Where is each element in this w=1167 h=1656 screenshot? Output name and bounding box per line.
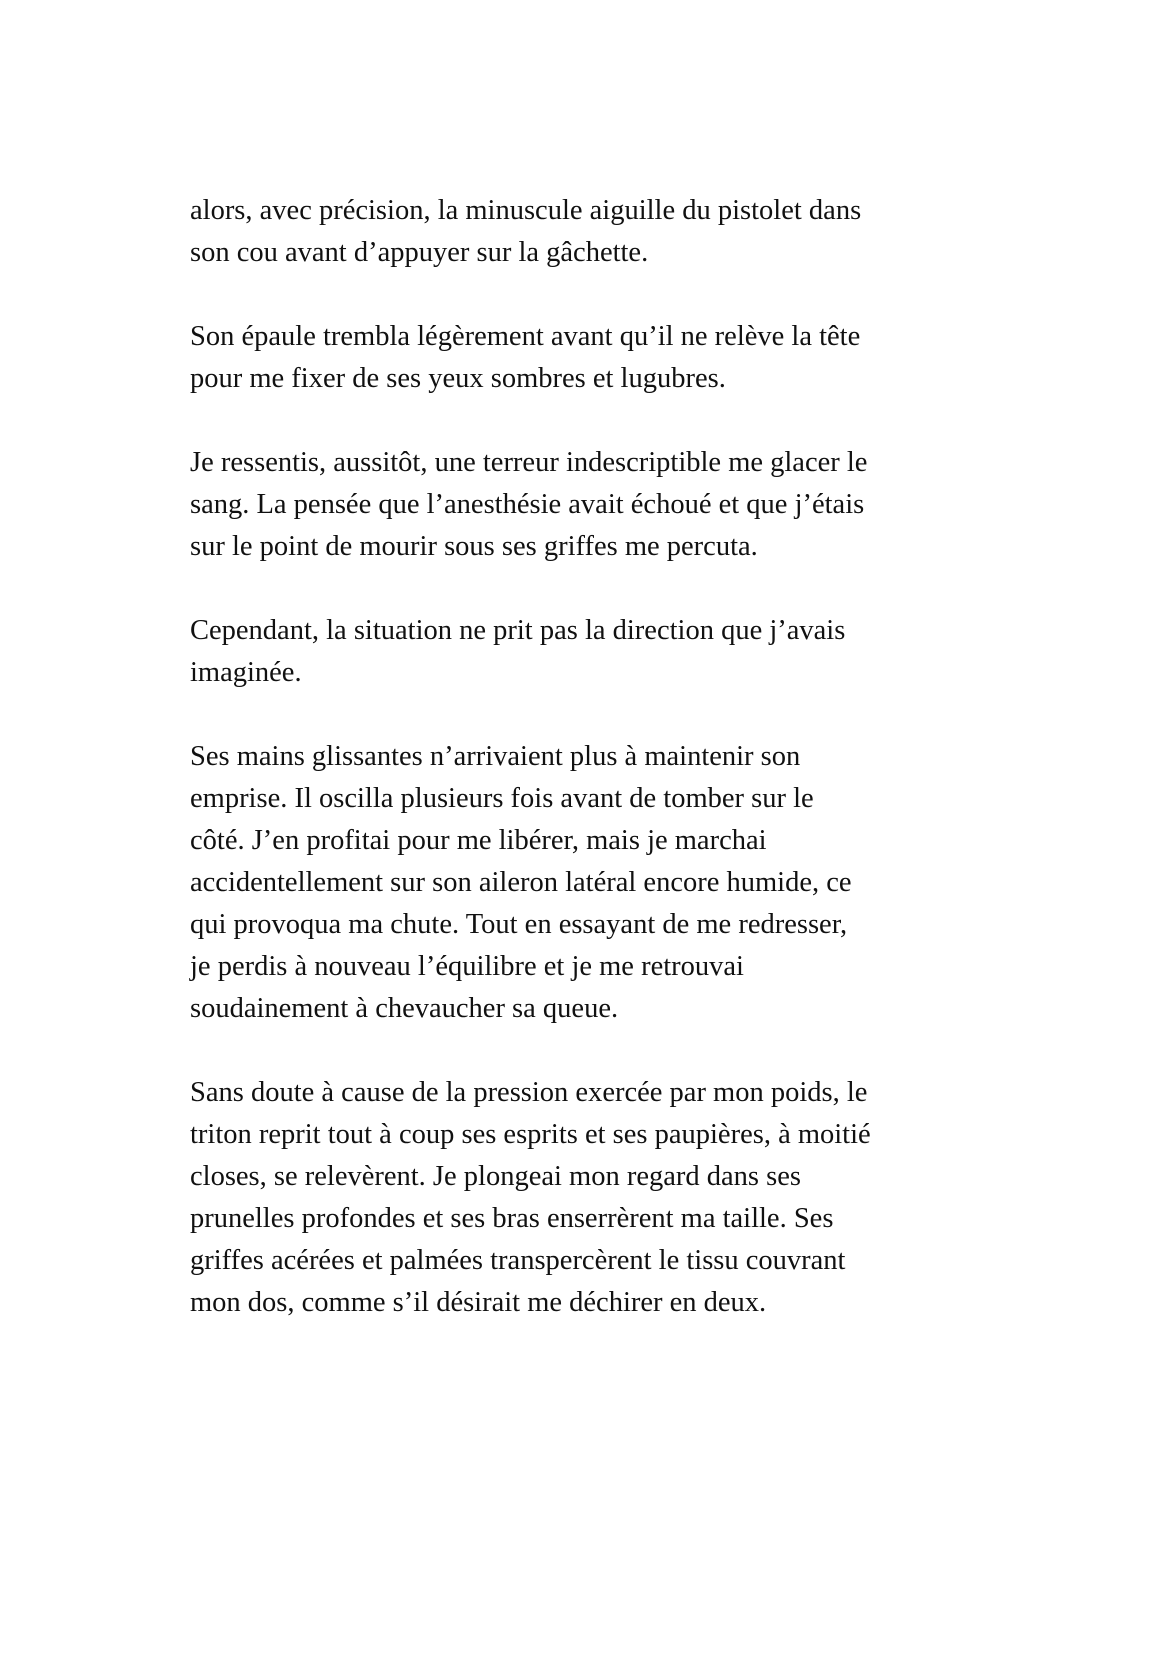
text-line: sang. La pensée que l’anesthésie avait échoué et que j’étais [190,489,865,520]
paragraph [190,736,930,1030]
text-line: emprise. Il oscilla plusieurs fois avant de tomber sur le [190,783,814,814]
text-line: imaginée. [190,657,302,688]
paragraph [190,190,930,274]
text-line: Sans doute à cause de la pression exercée par mon poids, le [190,1077,868,1108]
text-line: qui provoqua ma chute. Tout en essayant de me redresser, [190,909,848,940]
paragraph [190,610,930,694]
text-line: mon dos, comme s’il désirait me déchirer en deux. [190,1287,767,1318]
text-line: triton reprit tout à coup ses esprits et ses paupières, à moitié [190,1119,871,1150]
text-line: sur le point de mourir sous ses griffes me percuta. [190,531,758,562]
text-line: soudainement à chevaucher sa queue. [190,993,619,1024]
document-page [190,190,930,1366]
text-line: accidentellement sur son aileron latéral encore humide, ce [190,867,852,898]
text-line: je perdis à nouveau l’équilibre et je me retrouvai [190,951,744,982]
text-line: Ses mains glissantes n’arrivaient plus à maintenir son [190,741,801,772]
text-line: Cependant, la situation ne prit pas la direction que j’avais [190,615,846,646]
text-line: griffes acérées et palmées transpercèrent le tissu couvrant [190,1245,846,1276]
text-line: closes, se relevèrent. Je plongeai mon regard dans ses [190,1161,801,1192]
paragraph [190,442,930,568]
text-line: son cou avant d’appuyer sur la gâchette. [190,237,649,268]
text-line: pour me fixer de ses yeux sombres et lugubres. [190,363,726,394]
text-line: prunelles profondes et ses bras enserrèrent ma taille. Ses [190,1203,834,1234]
text-line: Son épaule trembla légèrement avant qu’il ne relève la tête [190,321,861,352]
text-line: Je ressentis, aussitôt, une terreur indescriptible me glacer le [190,447,868,478]
text-line: alors, avec précision, la minuscule aiguille du pistolet dans [190,195,862,226]
paragraph [190,1072,930,1324]
paragraph [190,316,930,400]
text-line: côté. J’en profitai pour me libérer, mais je marchai [190,825,767,856]
